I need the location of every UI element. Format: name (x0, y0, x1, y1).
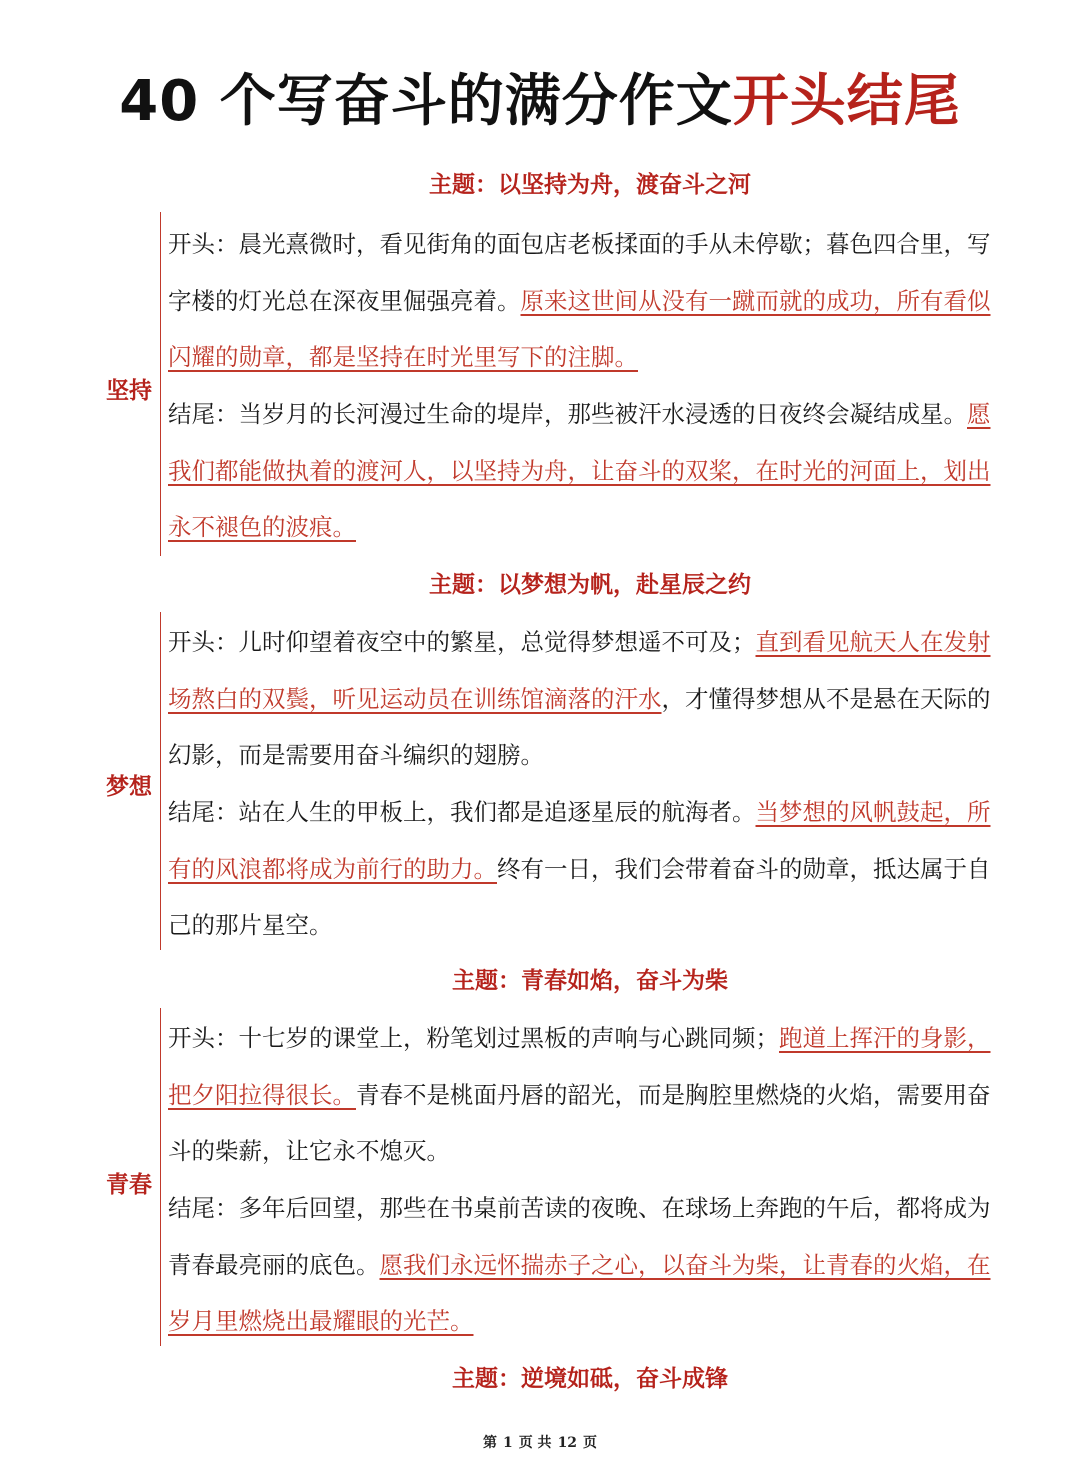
section-dream (0, 612, 1080, 952)
section-perseverance (0, 212, 1080, 558)
opening-highlight: 原来这世间从没有一蹴而就的成功，所有看似闪耀的勋章，都是坚持在时光里写下的注脚。 (168, 286, 991, 371)
ending-paragraph (168, 1180, 1013, 1350)
opening-suffix: 青春不是桃面丹唇的韶光，而是胸腔里燃烧的火焰，需要用奋斗的柴薪，让它永不熄灭。 (168, 1080, 991, 1165)
theme-heading-2: 主题：以梦想为帆，赴星辰之约 (429, 572, 751, 598)
section-youth (0, 1008, 1080, 1348)
ending-highlight: 愿我们都能做执着的渡河人，以坚持为舟，让奋斗的双桨，在时光的河面上，划出永不褪色的波痕。 (168, 400, 991, 541)
title-highlight: 开头结尾 (732, 69, 961, 134)
footer-page-number: 1 (502, 1435, 513, 1451)
opening-text: 开头：十七岁的课堂上，粉笔划过黑板的声响与心跳同频； (168, 1024, 779, 1052)
footer-label-before: 第 (482, 1435, 497, 1451)
page-title (0, 62, 1080, 142)
ending-paragraph (168, 386, 1013, 556)
theme-heading-3: 主题：青春如焰，奋斗为柴 (452, 968, 728, 994)
theme-heading-1: 主题：以坚持为舟，渡奋斗之河 (429, 172, 751, 198)
section-label: 梦想 (106, 774, 152, 800)
opening-paragraph (168, 614, 1013, 784)
ending-text: 结尾：站在人生的甲板上，我们都是追逐星辰的航海者。 (168, 798, 756, 826)
section-label: 青春 (106, 1172, 152, 1198)
ending-text: 结尾：当岁月的长河漫过生命的堤岸，那些被汗水浸透的日夜终会凝结成星。 (168, 400, 967, 428)
page-footer (0, 1432, 1080, 1452)
ending-highlight: 愿我们永远怀揣赤子之心，以奋斗为柴，让青春的火焰，在岁月里燃烧出最耀眼的光芒。 (168, 1250, 991, 1335)
theme-heading-4: 主题：逆境如砥，奋斗成锋 (452, 1366, 728, 1392)
ending-text: 结尾：多年后回望，那些在书桌前苦读的夜晚、在球场上奔跑的午后，都将成为青春最亮丽的底色。 (168, 1194, 991, 1279)
ending-highlight: 当梦想的风帆鼓起，所有的风浪都将成为前行的助力。 (168, 798, 991, 883)
section-label: 坚持 (106, 378, 152, 404)
opening-paragraph (168, 216, 1013, 386)
opening-paragraph (168, 1010, 1013, 1180)
title-prefix: 40 个写奋斗的满分作文 (119, 69, 733, 134)
footer-label-after: 页 (583, 1435, 598, 1451)
opening-text: 开头：晨光熹微时，看见街角的面包店老板揉面的手从未停歇；暮色四合里，写字楼的灯光总在深夜里倔强亮着。 (168, 230, 991, 315)
opening-highlight: 直到看见航天人在发射场熬白的双鬓，听见运动员在训练馆滴落的汗水 (168, 628, 991, 713)
opening-highlight: 跑道上挥汗的身影，把夕阳拉得很长。 (168, 1024, 991, 1109)
footer-total-pages: 12 (557, 1435, 578, 1451)
opening-suffix: ，才懂得梦想从不是悬在天际的幻影，而是需要用奋斗编织的翅膀。 (168, 684, 991, 769)
ending-suffix: 终有一日，我们会带着奋斗的勋章，抵达属于自己的那片星空。 (168, 854, 991, 939)
ending-paragraph (168, 784, 1013, 954)
opening-text: 开头：儿时仰望着夜空中的繁星，总觉得梦想遥不可及； (168, 628, 756, 656)
footer-label-mid: 页 共 (518, 1435, 552, 1451)
